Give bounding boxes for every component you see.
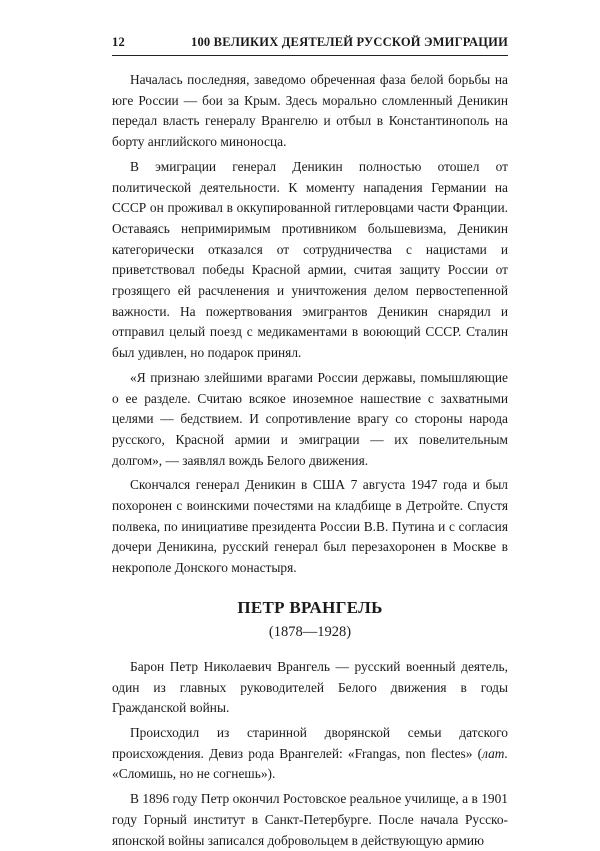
paragraph: В 1896 году Петр окончил Ростовское реальное училище, а в 1901 году Горный институт в Санкт-Петербурге. После начала Русско-японской войны записался добровольцем в действующую армию — [112, 791, 508, 848]
running-head — [112, 35, 508, 55]
paragraph: В эмиграции генерал Деникин полностью отошел от политической деятельности. К моменту нападения Германии на СССР он проживал в оккупированной гитлеровцами части Франции. Оставаясь непримиримым противником большевизма, Деникин категорически отказался от сотрудничества с нацистами и приветствовал победы Красной армии, считая защиту России от грозящего ей расчленения и уничтожения делом первостепенной важности. На пожертвования эмигрантов Деникин снарядил и отправил целый поезд с медикаментами в воюющий СССР. Сталин был удивлен, но подарок принял. — [112, 158, 508, 361]
paragraph-text: «Сломишь, но не согнешь»). — [112, 766, 276, 782]
page-number: 12 — [112, 35, 125, 49]
paragraph: Барон Петр Николаевич Врангель — русский военный деятель, один из главных руководителей Белого движения в годы Гражданской войны. — [112, 658, 508, 716]
quote-paragraph: «Я признаю злейшими врагами России державы, помышляющие о ее разделе. Считаю всякое иноземное нашествие с захватными целями — бедствием. И сопротивление врагу со стороны народа русского, Красной армии и эмиграции — их повелительным долгом», — заявлял вождь Белого движения. — [112, 369, 508, 468]
paragraph: Началась последняя, заведомо обреченная фаза белой борьбы на юге России — бои за Крым. Здесь морально сломленный Деникин передал власть генералу Врангелю и отбыл в Константинополь на борту английского миноносца. — [112, 72, 508, 150]
paragraph-text: Происходил из старинной дворянской семьи датского происхождения. Девиз рода Врангелей: «Frangas, non flectes» ( — [112, 724, 508, 761]
header-rule — [112, 55, 508, 56]
latin-abbrev: лат. — [482, 745, 508, 761]
section-title: ПЕТР ВРАНГЕЛЬ — [237, 597, 383, 617]
section-dates: (1878—1928) — [268, 623, 352, 640]
book-title: 100 ВЕЛИКИХ ДЕЯТЕЛЕЙ РУССКОЙ ЭМИГРАЦИИ — [191, 35, 508, 49]
paragraph — [112, 723, 508, 785]
main-text — [112, 70, 508, 851]
paragraph: Скончался генерал Деникин в США 7 августа 1947 года и был похоронен с воинскими почестями на кладбище в Детройте. Спустя полвека, по инициативе президента России В.В. Путина и с согласия дочери Деникина, русский генерал был перезахоронен в Москве в некрополе Донского монастыря. — [112, 477, 508, 576]
